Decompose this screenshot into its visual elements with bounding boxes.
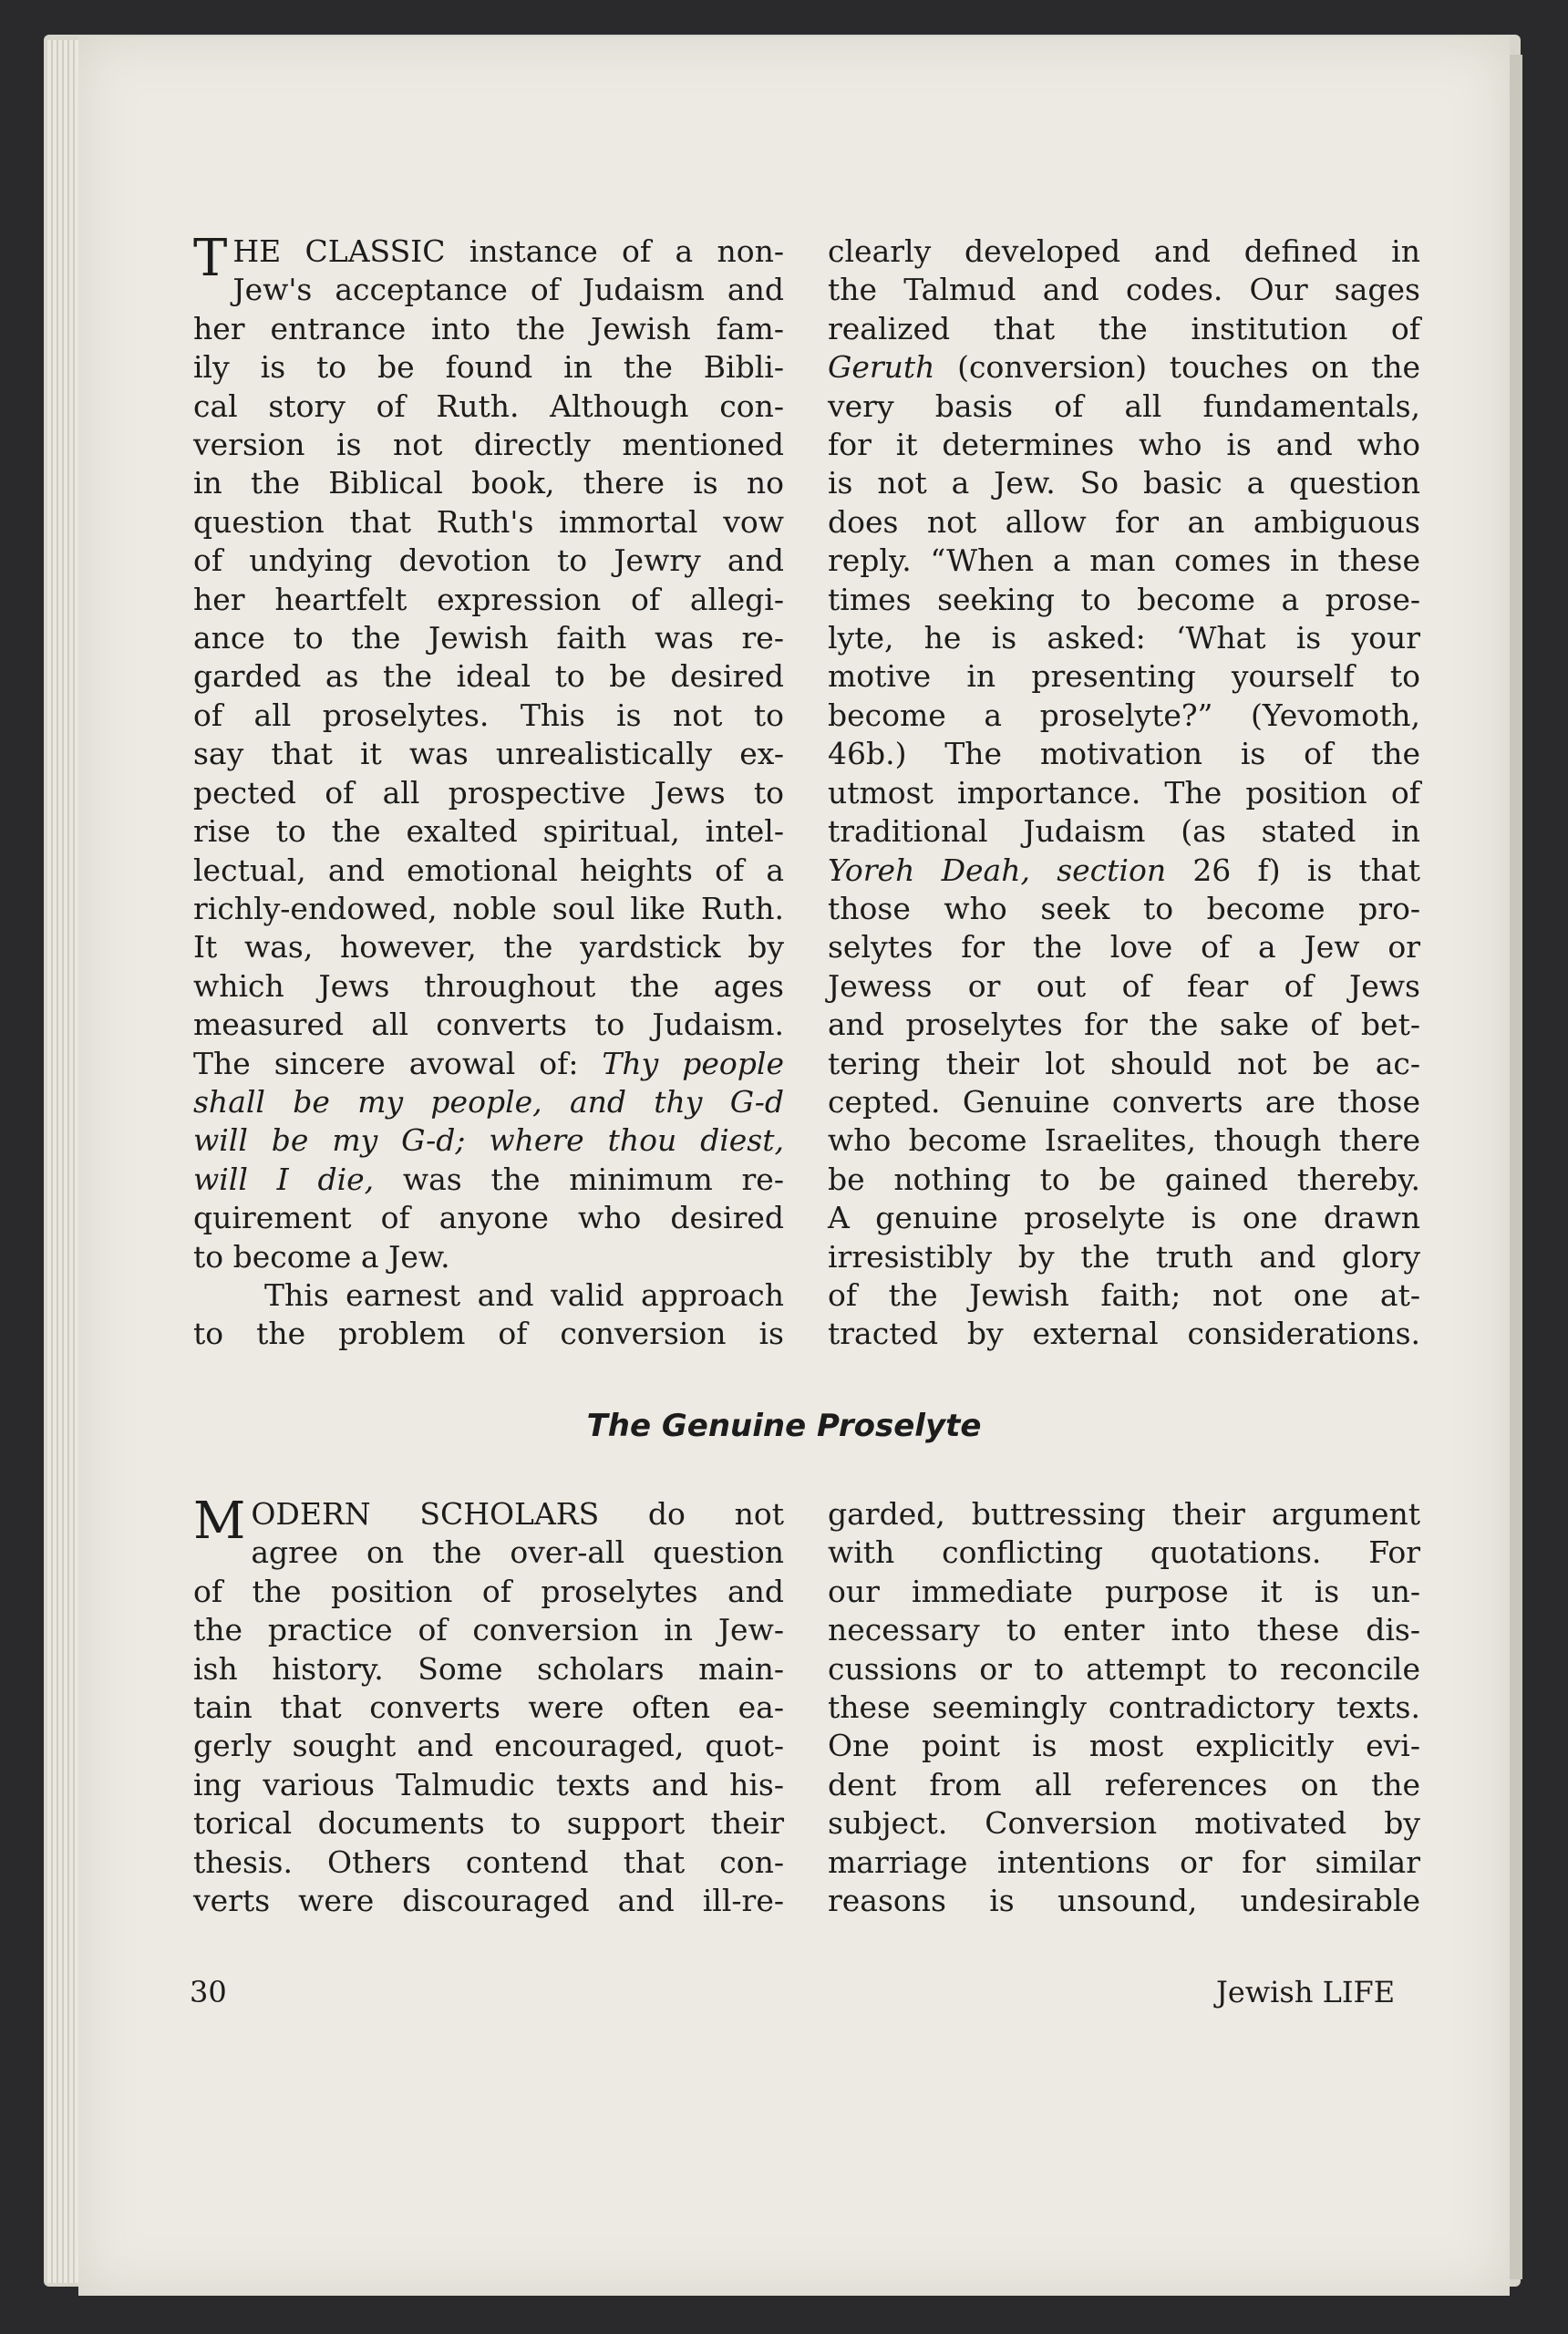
text-line: ily is to be found in the Bibli-: [193, 349, 784, 386]
text-line: lectual, and emotional heights of a: [193, 852, 784, 888]
text-line: which Jews throughout the ages: [193, 967, 784, 1004]
text-line: to the problem of conversion is: [193, 1316, 784, 1352]
text-line: irresistibly by the truth and glory: [828, 1238, 1420, 1275]
text-line: richly-endowed, noble soul like Ruth.: [193, 890, 784, 926]
text-line: times seeking to become a prose-: [828, 581, 1420, 617]
text-line: to become a Jew.: [193, 1238, 450, 1275]
text-line: of all proselytes. This is not to: [193, 697, 784, 733]
column-4: [828, 1495, 1420, 1920]
text-line: our immediate purpose it is un-: [828, 1573, 1420, 1609]
text-line: the Talmud and codes. Our sages: [828, 272, 1420, 308]
text-line: and proselytes for the sake of bet-: [828, 1007, 1420, 1043]
col1-first-line: THE CLASSIC instance of a non-: [193, 229, 784, 288]
text-line: 46b.) The motivation is of the: [828, 736, 1420, 772]
text-line: cepted. Genuine converts are those: [828, 1083, 1420, 1120]
text-line: tracted by external considerations.: [828, 1316, 1420, 1352]
drop-cap: T: [193, 229, 228, 288]
text-line: question that Ruth's immortal vow: [193, 503, 784, 540]
text-line: tering their lot should not be ac-: [828, 1045, 1420, 1081]
text-line: utmost importance. The position of: [828, 774, 1420, 811]
text-line: subject. Conversion motivated by: [828, 1805, 1420, 1842]
text-line: realized that the institution of: [828, 310, 1420, 346]
text-line: ance to the Jewish faith was re-: [193, 620, 784, 656]
text-line: her entrance into the Jewish fam-: [193, 310, 784, 346]
text-line: of the position of proselytes and: [193, 1573, 784, 1609]
text-line: It was, however, the yardstick by: [193, 929, 784, 966]
text-line: will I die, was the minimum re-: [193, 1161, 784, 1197]
section-heading: The Genuine Proselyte: [586, 1408, 982, 1444]
text-line: selytes for the love of a Jew or: [828, 929, 1420, 966]
text-line: the practice of conversion in Jew-: [193, 1612, 784, 1648]
text-line: is not a Jew. So basic a question: [828, 465, 1420, 501]
magazine-name: Jewish LIFE: [1216, 1975, 1396, 2009]
text-line: her heartfelt expression of allegi-: [193, 581, 784, 617]
text-line: reasons is unsound, undesirable: [828, 1883, 1420, 1919]
text-line: gerly sought and encouraged, quot-: [193, 1728, 784, 1764]
text-line: does not allow for an ambiguous: [828, 503, 1420, 540]
text-line: Jewess or out of fear of Jews: [828, 967, 1420, 1004]
text-line: be nothing to be gained thereby.: [828, 1161, 1420, 1197]
column-3: [193, 1492, 784, 1920]
text-line: in the Biblical book, there is no: [193, 465, 784, 501]
text-line: motive in presenting yourself to: [828, 658, 1420, 695]
text-line: Geruth (conversion) touches on the: [828, 349, 1420, 386]
text-line: ing various Talmudic texts and his-: [193, 1766, 784, 1802]
text-line: cal story of Ruth. Although con-: [193, 387, 784, 424]
text-line: pected of all prospective Jews to: [193, 774, 784, 811]
text-line: traditional Judaism (as stated in: [828, 813, 1420, 850]
page-number: 30: [190, 1975, 227, 2009]
text-line: version is not directly mentioned: [193, 427, 784, 463]
column-2: [828, 232, 1420, 1354]
text-line: of the Jewish faith; not one at-: [828, 1276, 1420, 1313]
text-line: necessary to enter into these dis-: [828, 1612, 1420, 1648]
text-line: of undying devotion to Jewry and: [193, 542, 784, 579]
text-line: The sincere avowal of: Thy people: [193, 1045, 784, 1081]
text-line: rise to the exalted spiritual, intel-: [193, 813, 784, 850]
text-line: those who seek to become pro-: [828, 890, 1420, 926]
text-line: measured all converts to Judaism.: [193, 1007, 784, 1043]
text-line: One point is most explicitly evi-: [828, 1728, 1420, 1764]
text-line: marriage intentions or for similar: [828, 1843, 1420, 1880]
text-line: lyte, he is asked: ‘What is your: [828, 620, 1420, 656]
text-line: agree on the over-all question: [251, 1534, 784, 1571]
text-line: dent from all references on the: [828, 1766, 1420, 1802]
text-line: Yoreh Deah, section 26 f) is that: [828, 852, 1420, 888]
text-line: garded as the ideal to be desired: [193, 658, 784, 695]
text-line: say that it was unrealistically ex-: [193, 736, 784, 772]
text-line: who become Israelites, though there: [828, 1122, 1420, 1159]
text-line: verts were discouraged and ill-re-: [193, 1883, 784, 1919]
text-line: garded, buttressing their argument: [828, 1496, 1420, 1532]
text-line: clearly developed and defined in: [828, 233, 1420, 269]
text-line: Jew's acceptance of Judaism and: [232, 272, 784, 308]
quote-line: shall be my people, and thy G-d: [193, 1083, 784, 1120]
drop-cap: M: [193, 1492, 246, 1551]
text-line: with conflicting quotations. For: [828, 1534, 1420, 1571]
text-line: ish history. Some scholars main-: [193, 1650, 784, 1687]
col3-first-line: MODERN SCHOLARS do not: [193, 1492, 784, 1551]
quote-line: will be my G-d; where thou diest,: [193, 1122, 784, 1159]
text-line: torical documents to support their: [193, 1805, 784, 1842]
text-line: quirement of anyone who desired: [193, 1200, 784, 1236]
text-line: This earnest and valid approach: [264, 1276, 784, 1313]
text-line: cussions or to attempt to reconcile: [828, 1650, 1420, 1687]
text-line: these seemingly contradictory texts.: [828, 1689, 1420, 1726]
text-line: A genuine proselyte is one drawn: [828, 1200, 1420, 1236]
text-line: for it determines who is and who: [828, 427, 1420, 463]
text-line: become a proselyte?” (Yevomoth,: [828, 697, 1420, 733]
column-1: [193, 229, 784, 1354]
facing-page-edge: [1510, 55, 1522, 2279]
text-line: tain that converts were often ea-: [193, 1689, 784, 1726]
text-line: thesis. Others contend that con-: [193, 1843, 784, 1880]
text-line: reply. “When a man comes in these: [828, 542, 1420, 579]
text-line: very basis of all fundamentals,: [828, 387, 1420, 424]
